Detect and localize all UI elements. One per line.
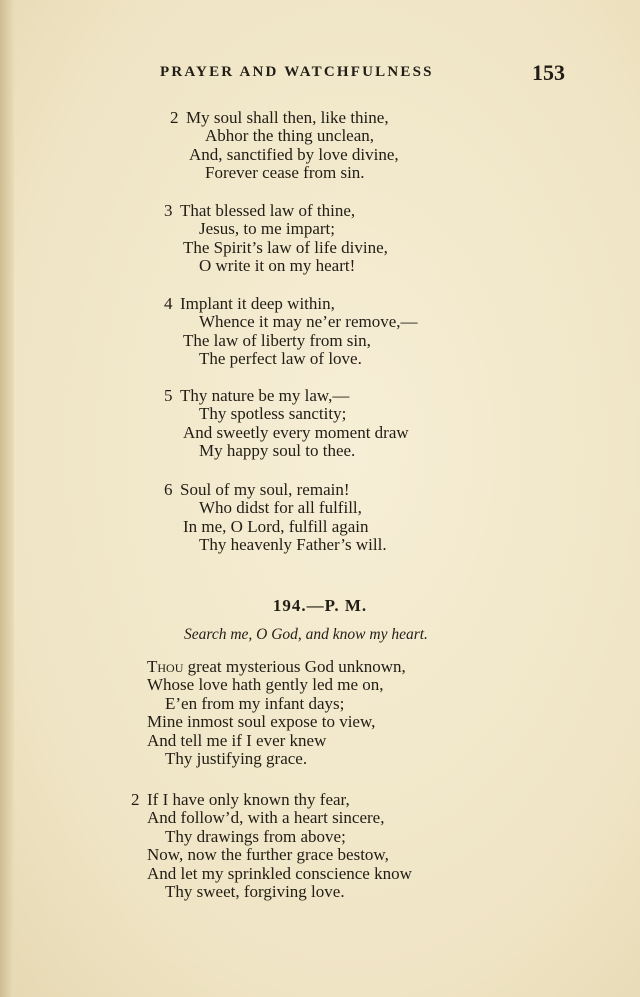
stanza-line: Forever cease from sin. [205,163,365,183]
stanza-line: Thy spotless sanctity; [199,404,347,424]
stanza-2 [170,109,399,183]
stanza-line: The law of liberty from sin, [183,330,371,350]
page-header [0,60,640,90]
stanza-line: Whose love hath gently led me on, [147,675,384,695]
stanza-line-text: Thy nature be my law,— [180,386,350,405]
stanza-line: And sweetly every moment draw [183,422,409,442]
stanza-line: Thy justifying grace. [165,748,308,768]
stanza-line: Thy heavenly Father’s will. [199,535,387,555]
stanza-line-text: My soul shall then, like thine, [186,108,389,127]
stanza-line: The perfect law of love. [199,349,362,369]
stanza-line: O write it on my heart! [199,256,356,276]
stanza-line: Whence it may ne’er remove,— [199,312,418,332]
stanza-line [164,481,387,499]
stanza-line: My happy soul to thee. [199,441,356,461]
stanza-line: Who didst for all fulfill, [199,498,362,518]
stanza-line-text: great mysterious God unknown, [183,657,406,676]
stanza-number: 3 [164,201,173,220]
stanza-line [147,658,406,676]
stanza-line [164,202,388,220]
stanza-number: 5 [164,386,173,405]
stanza-line: Thy drawings from above; [165,826,346,846]
stanza-line: And follow’d, with a heart sincere, [147,808,385,828]
hymn-title: Search me, O God, and know my heart. [184,626,428,643]
stanza-line-text: Soul of my soul, remain! [180,480,350,499]
first-word: Thou [147,657,184,676]
stanza-line: Abhor the thing unclean, [205,126,375,146]
stanza-number: 2 [170,108,179,127]
stanza-3 [164,202,388,276]
stanza-number: 6 [164,480,173,499]
hymn-number-heading [0,596,640,616]
stanza-5 [164,387,409,461]
hymn-stanza-2 [131,791,412,901]
stanza-number: 4 [164,294,173,313]
running-head: PRAYER AND WATCHFULNESS [160,64,434,80]
stanza-6 [164,481,387,555]
stanza-line-text: That blessed law of thine, [180,201,356,220]
stanza-line-text: Implant it deep within, [180,294,335,313]
stanza-line [164,295,418,313]
stanza-line: Jesus, to me impart; [199,219,335,239]
stanza-number: 2 [131,790,140,809]
stanza-line [131,791,412,809]
hymn-number-text: 194.—P. M. [272,596,368,615]
stanza-line: And tell me if I ever knew [147,730,327,750]
stanza-line-text: If I have only known thy fear, [147,790,350,809]
stanza-line: Thy sweet, forgiving love. [165,881,345,901]
hymn-stanza-1 [147,658,406,768]
page-gutter [0,0,14,997]
stanza-line: And let my sprinkled conscience know [147,863,412,883]
stanza-line [164,387,409,405]
page-number: 153 [532,60,565,85]
stanza-line: And, sanctified by love divine, [189,144,399,164]
stanza-line: Mine inmost soul expose to view, [147,712,376,732]
stanza-line: E’en from my infant days; [165,693,345,713]
stanza-line [170,109,399,127]
stanza-line: In me, O Lord, fulfill again [183,516,369,536]
stanza-line: The Spirit’s law of life divine, [183,237,388,257]
stanza-4 [164,295,418,369]
stanza-line: Now, now the further grace bestow, [147,845,389,865]
